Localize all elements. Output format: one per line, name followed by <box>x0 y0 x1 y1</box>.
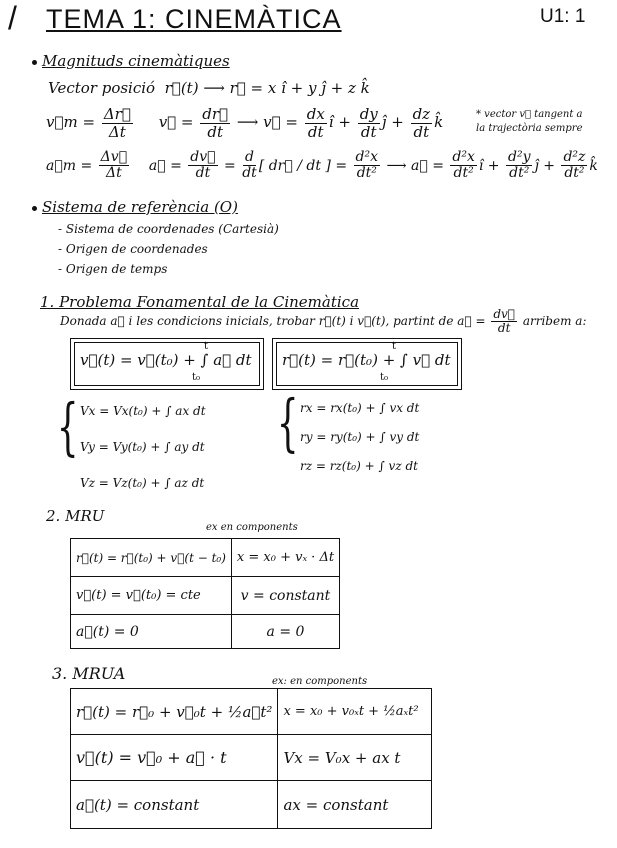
title-slash: / <box>8 0 17 36</box>
position-component-eq: rx = rx(t₀) + ∫ vx dt <box>300 401 420 415</box>
integral-lower-limit: t₀ <box>192 372 201 383</box>
sistema-item: - Sistema de coordenades (Cartesià) <box>58 222 279 236</box>
mru-heading: 2. MRU <box>46 507 105 525</box>
velocity-component-eq: Vy = Vy(t₀) + ∫ ay dt <box>80 440 205 454</box>
mrua-table <box>70 688 432 829</box>
problema-heading: 1. Problema Fonamental de la Cinemàtica <box>40 293 360 311</box>
table-cell: x = x₀ + v₀ₓt + ½aₓt² <box>278 689 432 735</box>
acceleration-line: a⃗m = $\frac{\Delta v⃗}{\Delta t}$ a⃗ = $\frac{dv⃗}{dt}$ = $\frac{d}{dt}$ [ dr⃗ / dt ] = $\frac{\text{d²x}}{\text{dt²}}$ ⟶ a⃗ = $\frac{\text{d²x}}{\text{dt²}}$ î + $\frac{\text{d²y}}{\text{dt²}}$ ĵ + $\frac{\text{d²z}}{\text{dt²}}$ k̂ <box>46 149 598 182</box>
v-fraction: $\frac{dr⃗}{dt}$ <box>202 105 229 141</box>
table-row <box>71 615 340 649</box>
sistema-heading: Sistema de referència (O) <box>32 198 238 216</box>
table-cell: Vx = V₀x + ax t <box>278 735 432 781</box>
velocity-component-eq: Vz = Vz(t₀) + ∫ az dt <box>80 476 205 490</box>
mru-table <box>70 538 340 649</box>
mru-note: ex en components <box>206 522 298 533</box>
table-row <box>71 577 340 615</box>
integral-lower-limit: t₀ <box>380 372 389 383</box>
table-cell: ax = constant <box>278 781 432 829</box>
tangent-note: * vector v⃗ tangent a la trajectòria sempre <box>476 109 583 134</box>
table-cell: x = x₀ + vₓ · Δt <box>231 539 339 577</box>
position-integral-eq: r⃗(t) = r⃗(t₀) + ∫ v⃗ dt <box>282 351 451 369</box>
table-row <box>71 539 340 577</box>
mrua-note: ex: en components <box>272 676 368 687</box>
table-row <box>71 781 432 829</box>
velocity-integral-eq: v⃗(t) = v⃗(t₀) + ∫ a⃗ dt <box>80 351 252 369</box>
table-cell: a = 0 <box>231 615 339 649</box>
table-cell: r⃗(t) = r⃗₀ + v⃗₀t + ½a⃗t² <box>71 689 278 735</box>
position-vector-line: Vector posició r⃗(t) ⟶ r⃗ = x î + y ĵ + z k̂ <box>48 79 370 97</box>
table-cell: a⃗(t) = constant <box>71 781 278 829</box>
position-component-eq: rz = rz(t₀) + ∫ vz dt <box>300 459 418 473</box>
table-cell: r⃗(t) = r⃗(t₀) + v⃗(t − t₀) <box>71 539 232 577</box>
table-row <box>71 735 432 781</box>
vm-fraction: $\frac{\Delta r⃗}{\Delta t}$ <box>103 105 131 141</box>
problema-intro: Donada a⃗ i les condicions inicials, trobar r⃗(t) i v⃗(t), partint de a⃗ = $\frac{dv⃗}{dt}$ arribem a: <box>60 307 587 336</box>
table-row <box>71 689 432 735</box>
unit-label: U1: 1 <box>540 6 586 27</box>
sistema-item: - Origen de coordenades <box>58 242 208 256</box>
bullet-icon <box>32 60 37 65</box>
sistema-item: - Origen de temps <box>58 262 168 276</box>
bullet-icon <box>32 206 37 211</box>
integral-upper-limit: t <box>392 341 397 352</box>
left-brace: { <box>56 390 79 463</box>
integral-upper-limit: t <box>204 341 209 352</box>
page-title: TEMA 1: CINEMÀTICA <box>46 4 342 34</box>
velocity-component-eq: Vx = Vx(t₀) + ∫ ax dt <box>80 404 206 418</box>
velocity-line: v⃗m = $\frac{\Delta r⃗}{\Delta t}$ v⃗ = $\frac{dr⃗}{dt}$ ⟶ v⃗ = $\frac{dx}{dt}$ î + $\frac{dy}{dt}$ ĵ + $\frac{dz}{dt}$ k̂ <box>46 105 444 141</box>
position-component-eq: ry = ry(t₀) + ∫ vy dt <box>300 430 420 444</box>
magnituds-heading: Magnituds cinemàtiques <box>32 52 230 70</box>
mrua-heading: 3. MRUA <box>52 664 126 683</box>
right-brace: { <box>276 386 299 459</box>
table-cell: v⃗(t) = v⃗₀ + a⃗ · t <box>71 735 278 781</box>
table-cell: a⃗(t) = 0 <box>71 615 232 649</box>
table-cell: v⃗(t) = v⃗(t₀) = cte <box>71 577 232 615</box>
table-cell: v = constant <box>231 577 339 615</box>
